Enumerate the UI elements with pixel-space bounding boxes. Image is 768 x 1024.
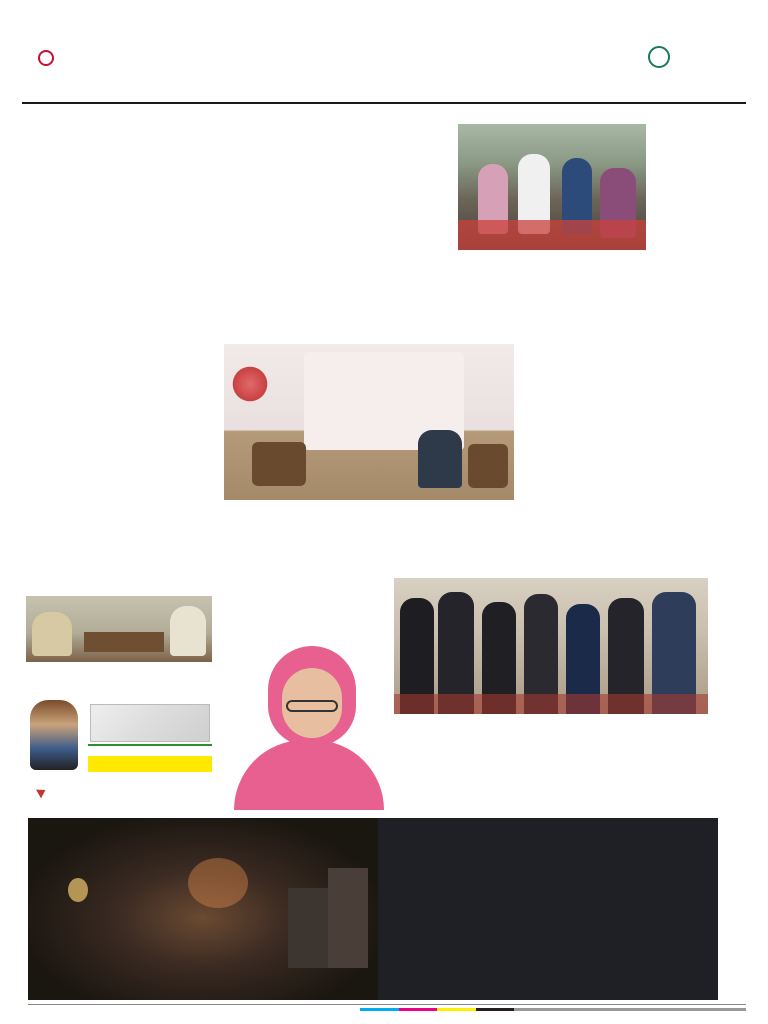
gaza-col1 [386,874,490,996]
dewan-pers-icon [648,46,670,68]
sigi-col1 [34,175,132,248]
yamaha-logo-icon [38,50,54,66]
gaza-col3 [606,874,712,996]
subscribe-label [88,744,212,746]
gaza-col2 [496,874,600,996]
subscription-promo[interactable] [26,700,212,806]
virus-icon [230,364,270,404]
footer-rule [28,1004,746,1005]
bintang-col2 [580,760,704,784]
gaza-section [28,818,718,1000]
sigi-photo [458,124,646,250]
pangan-col1 [32,346,110,584]
masthead [0,0,768,112]
yamaha-ad[interactable] [34,48,130,84]
newsboy-illustration [30,700,78,770]
dewan-pers-badge [640,46,740,88]
sigi-col3 [246,175,344,248]
color-registration-bar [360,1008,746,1011]
website-box[interactable] [30,786,212,804]
ratna-portrait [234,640,384,810]
pangan-col2 [116,346,206,572]
hotline-box[interactable] [88,756,212,772]
cursor-icon [36,786,48,799]
newspaper-stack-illustration [90,704,210,742]
sigi-col2 [140,175,238,248]
inpres-col1 [540,400,620,496]
inpres-col2 [626,400,718,486]
inpres-lead [522,344,718,390]
gaza-night-photo [28,818,378,1000]
covid-vicon-photo [224,344,514,500]
masthead-rule [22,102,746,104]
bintang-ceremony-photo [394,578,708,714]
bintang-col1 [448,760,572,804]
sigi-col4 [352,175,448,235]
parmout-photo [26,596,212,662]
